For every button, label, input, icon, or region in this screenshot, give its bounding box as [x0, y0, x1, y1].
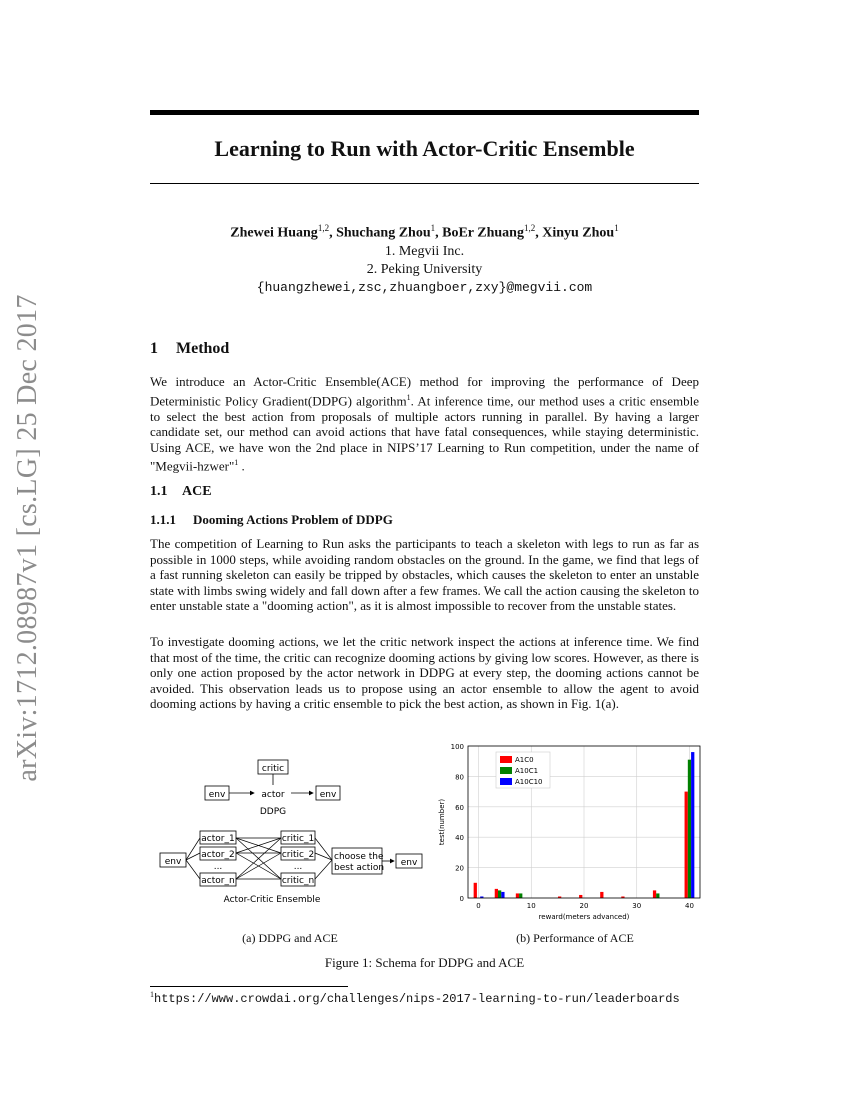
ace-caption: Actor-Critic Ensemble — [223, 895, 321, 905]
footnote-mark: 1 — [150, 990, 154, 999]
title-bottom-rule — [150, 183, 699, 184]
section-title: Dooming Actions Problem of DDPG — [193, 512, 393, 527]
footnote-marker: 1 — [234, 458, 239, 468]
y-tick-label: 0 — [459, 895, 464, 903]
legend-swatch-a10c10 — [500, 778, 512, 785]
y-tick-label: 20 — [455, 864, 464, 873]
section-number: 1 — [150, 340, 158, 357]
arxiv-stamp: arXiv:1712.08987v1 [cs.LG] 25 Dec 2017 — [12, 294, 43, 782]
critic-n-label: critic_n — [281, 876, 315, 886]
bar-a10c1 — [498, 890, 501, 898]
bar-a1c0 — [600, 892, 603, 898]
author-affil-sup: 1 — [614, 223, 619, 233]
actor-n-label: actor_n — [201, 876, 235, 886]
choose-line-1: choose the — [334, 852, 384, 862]
author-name: Shuchang Zhou — [336, 225, 431, 241]
bar-a1c0 — [685, 792, 688, 898]
section-number: 1.1.1 — [150, 512, 176, 527]
footnote-marker: 1 — [406, 392, 411, 402]
bar-a10c1 — [688, 760, 691, 898]
ace-env-left-label: env — [164, 857, 182, 867]
performance-chart — [430, 738, 710, 928]
subsubsection-heading-dooming — [150, 512, 393, 528]
paper-title: Learning to Run with Actor-Critic Ensemble — [214, 136, 635, 161]
section-title: Method — [176, 340, 230, 357]
legend-label-a1c0: A1C0 — [515, 756, 534, 764]
critic-1-label: critic_1 — [281, 834, 315, 844]
author-names: Zhewei Huang$^{1,2}$, Shuchang Zhou$^1$, BoEr Zhuang$^{1,2}$, Xinyu Zhou$^1$ — [230, 223, 619, 241]
legend-label-a10c1: A10C1 — [515, 767, 539, 775]
x-tick-label: 0 — [476, 902, 481, 910]
bar-a10c10 — [691, 752, 694, 898]
author-name: Zhewei Huang — [230, 225, 318, 241]
bar-a1c0 — [653, 890, 656, 898]
bar-a10c1 — [519, 893, 522, 898]
author-name: Xinyu Zhou — [542, 225, 615, 241]
ddpg-critic-label: critic — [261, 764, 285, 774]
author-affil-sup: 1 — [430, 223, 436, 233]
subcaption-b: (b) Performance of ACE — [516, 931, 634, 945]
bar-a1c0 — [579, 895, 582, 898]
paragraph-dooming-1: The competition of Learning to Run asks the participants to teach a skeleton with legs to run as far as possible in 1000 steps, while avoiding random obstacles on the ground. In the game, we find that legs of a fast running skeleton can easily be tripped by obstacles, which causes the skeleton to enter an unstable state with limbs swing widely and fall down after a few frames. We call the action causing the skeleton to enter unstable state a "dooming action", as it is almost impossible to recover from the unstable states. — [150, 536, 699, 614]
y-tick-label: 40 — [455, 834, 464, 843]
paragraph-text: . — [238, 458, 245, 474]
author-email: {huangzhewei,zsc,zhuangboer,zxy}@megvii.com — [256, 279, 593, 295]
ace-env-right-label: env — [400, 858, 418, 868]
y-axis-label: test(number) — [438, 798, 446, 846]
legend-label-a10c10: A10C10 — [515, 778, 543, 786]
legend-swatch-a1c0 — [500, 756, 512, 763]
affiliation-1: 1. Megvii Inc. — [384, 243, 465, 259]
bar-a10c1 — [656, 893, 659, 898]
author-name: BoEr Zhuang — [442, 225, 524, 241]
y-tick-label: 60 — [455, 803, 464, 812]
y-tick-label: 80 — [455, 773, 464, 782]
critic-dots: ... — [293, 862, 303, 872]
bar-a1c0 — [516, 893, 519, 898]
footnote-url: https://www.crowdai.org/challenges/nips-2017-learning-to-run/leaderboards — [154, 992, 680, 1006]
paragraph-text: . At inference time, our method uses a critic ensemble to select the best action from proposals of multiple actors running in parallel. By having a larger candidate set, our method can avoid actions that have fatal consequences, while staying deterministic. Using ACE, we have won the 2nd place in NIPS’17 Learning to Run competition, under the name of "Megvii-hzwer" — [150, 392, 699, 474]
actor-2-label: actor_2 — [201, 850, 235, 860]
ace-edge — [186, 860, 200, 879]
subsection-heading-ace — [150, 484, 212, 500]
choose-line-2: best action — [334, 863, 385, 873]
paragraph-dooming-2: To investigate dooming actions, we let the critic network inspect the actions at inference time. We find that most of the time, the critic can recognize dooming actions by giving low scores. However, as there is only one action proposed by the actor network in DDPG at every step, the dooming actions cannot be avoided. This observation leads us to propose using an actor ensemble to allow the agent to avoid dooming actions by having a critic ensemble to pick the best action, as shown in Fig. 1(a). — [150, 634, 699, 712]
actor-1-label: actor_1 — [201, 834, 235, 844]
author-affil-sup: 1,2 — [317, 223, 330, 233]
footnote-rule — [150, 986, 348, 987]
paragraph-intro — [150, 374, 699, 474]
ddpg-actor-label: actor — [261, 790, 285, 800]
bar-a1c0 — [495, 889, 498, 898]
legend-swatch-a10c1 — [500, 767, 512, 774]
subcaption-a: (a) DDPG and ACE — [242, 931, 338, 945]
x-tick-label: 30 — [632, 902, 642, 910]
actor-dots: ... — [213, 862, 223, 872]
section-number: 1.1 — [150, 484, 168, 499]
ddpg-env-left-label: env — [208, 790, 226, 800]
section-title: ACE — [182, 484, 212, 499]
author-block — [150, 219, 699, 297]
critic-2-label: critic_2 — [281, 850, 315, 860]
paragraph-text: We introduce an Actor-Critic Ensemble(ACE) method for improving the performance of Deep Deterministic Policy Gradient(DDPG) algorithm — [150, 374, 699, 408]
y-tick-label: 100 — [450, 743, 464, 751]
bar-a1c0 — [474, 883, 477, 898]
bar-a10c10 — [501, 892, 504, 898]
x-tick-label: 10 — [526, 902, 536, 910]
x-axis-label: reward(meters advanced) — [538, 913, 630, 921]
affiliation-2: 2. Peking University — [366, 261, 483, 277]
ddpg-env-right-label: env — [319, 790, 337, 800]
section-heading-method — [150, 340, 229, 358]
title-top-rule — [150, 110, 699, 115]
x-tick-label: 40 — [684, 902, 694, 910]
figure-caption: Figure 1: Schema for DDPG and ACE — [324, 955, 525, 970]
author-affil-sup: 1,2 — [523, 223, 536, 233]
footnote — [150, 990, 680, 1006]
x-tick-label: 20 — [579, 902, 589, 910]
ddpg-caption: DDPG — [259, 807, 287, 817]
ddpg-ace-diagram — [150, 750, 430, 920]
